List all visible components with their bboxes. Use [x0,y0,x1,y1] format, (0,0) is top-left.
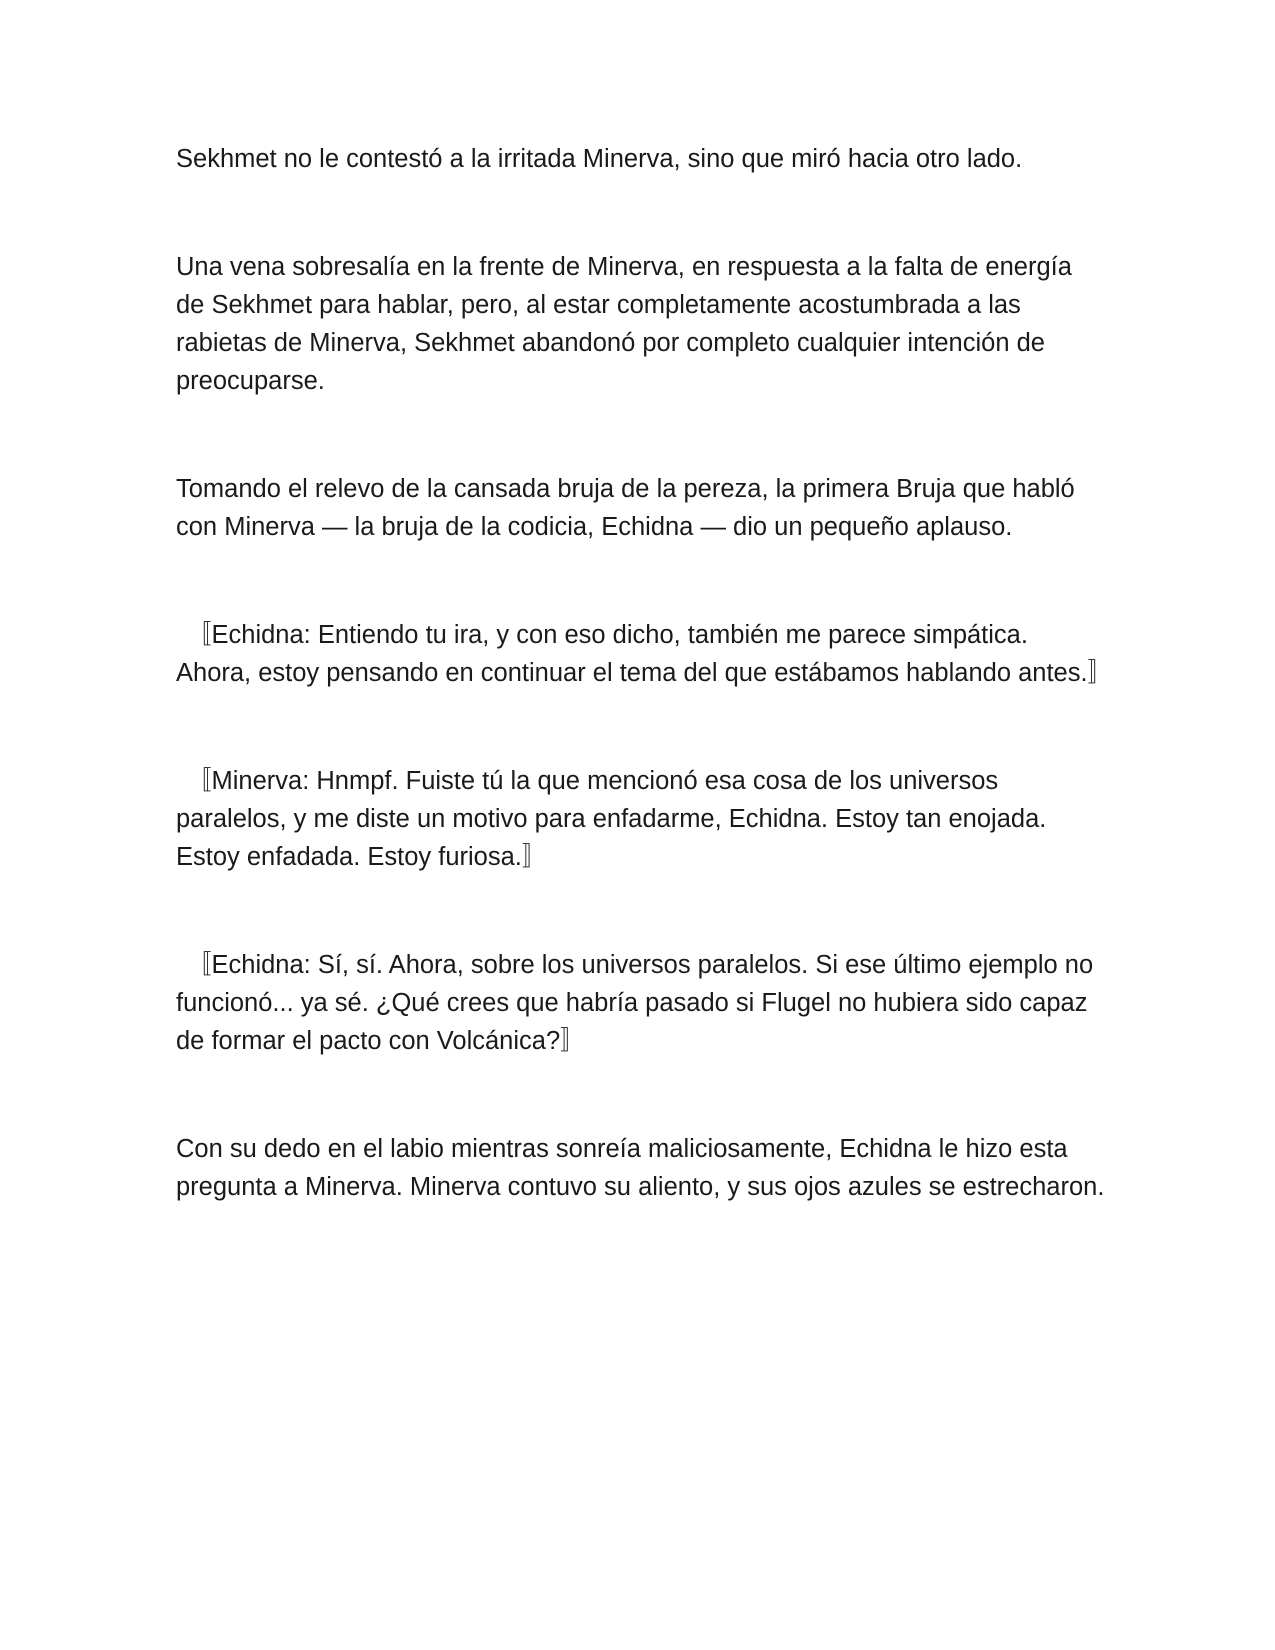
paragraph-echidna-applause: Tomando el relevo de la cansada bruja de la pereza, la primera Bruja que habló con Minerva — la bruja de la codicia, Echidna — dio un pequeño aplauso. [176,475,1075,541]
paragraph-minerva-vein: Una vena sobresalía en la frente de Minerva, en respuesta a la falta de energía de Sekhmet para hablar, pero, al estar completamente acostumbrada a las rabietas de Minerva, Sekhmet abandonó por completo cualquier intención de preocuparse. [176,253,1072,395]
dialogue-echidna-2: 〚Echidna: Sí, sí. Ahora, sobre los universos paralelos. Si ese último ejemplo no funcionó... ya sé. ¿Qué crees que habría pasado si Flugel no hubiera sido capaz de formar el pacto con Volcánica?〛 [176,951,1094,1055]
paragraph-echidna-question: Con su dedo en el labio mientras sonreía maliciosamente, Echidna le hizo esta pregunta a Minerva. Minerva contuvo su aliento, y sus ojos azules se estrecharon. [176,1135,1105,1201]
paragraph-sekhmet-silence: Sekhmet no le contestó a la irritada Minerva, sino que miró hacia otro lado. [176,145,1023,173]
dialogue-echidna-1: 〚Echidna: Entiendo tu ira, y con eso dicho, también me parece simpática. Ahora, estoy pensando en continuar el tema del que estábamos hablando antes.〛 [176,621,1114,687]
dialogue-minerva-1: 〚Minerva: Hnmpf. Fuiste tú la que mencionó esa cosa de los universos paralelos, y me diste un motivo para enfadarme, Echidna. Estoy tan enojada. Estoy enfadada. Estoy furiosa.〛 [176,767,1047,871]
text-body [176,140,1114,1206]
